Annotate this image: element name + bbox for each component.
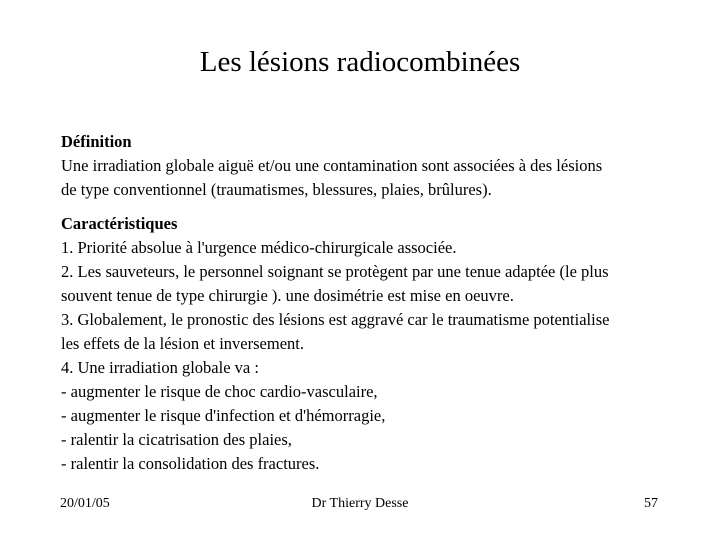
caracteristique-line: 4. Une irradiation globale va : bbox=[61, 358, 259, 377]
caracteristique-line: 1. Priorité absolue à l'urgence médico-chirurgicale associée. bbox=[61, 238, 457, 257]
caracteristiques-section bbox=[61, 212, 671, 476]
caracteristique-line: souvent tenue de type chirurgie ). une dosimétrie est mise en oeuvre. bbox=[61, 286, 514, 305]
caracteristique-line: 2. Les sauveteurs, le personnel soignant se protègent par une tenue adaptée (le plus bbox=[61, 262, 609, 281]
definition-line: de type conventionnel (traumatismes, blessures, plaies, brûlures). bbox=[61, 180, 492, 199]
caracteristique-line: les effets de la lésion et inversement. bbox=[61, 334, 304, 353]
caracteristiques-heading: Caractéristiques bbox=[61, 214, 178, 233]
definition-line: Une irradiation globale aiguë et/ou une contamination sont associées à des lésions bbox=[61, 156, 603, 175]
slide-title: Les lésions radiocombinées bbox=[199, 46, 521, 78]
caracteristique-line: - ralentir la consolidation des fractures. bbox=[61, 454, 320, 473]
definition-heading: Définition bbox=[61, 132, 132, 151]
caracteristique-line: - ralentir la cicatrisation des plaies, bbox=[61, 430, 292, 449]
footer-page-number: 57 bbox=[644, 496, 658, 511]
footer-author: Dr Thierry Desse bbox=[311, 496, 409, 511]
footer-date: 20/01/05 bbox=[60, 496, 110, 511]
caracteristique-line: 3. Globalement, le pronostic des lésions est aggravé car le traumatisme potentialise bbox=[61, 310, 610, 329]
caracteristique-line: - augmenter le risque d'infection et d'hémorragie, bbox=[61, 406, 386, 425]
caracteristique-line: - augmenter le risque de choc cardio-vasculaire, bbox=[61, 382, 378, 401]
definition-section bbox=[61, 130, 671, 202]
